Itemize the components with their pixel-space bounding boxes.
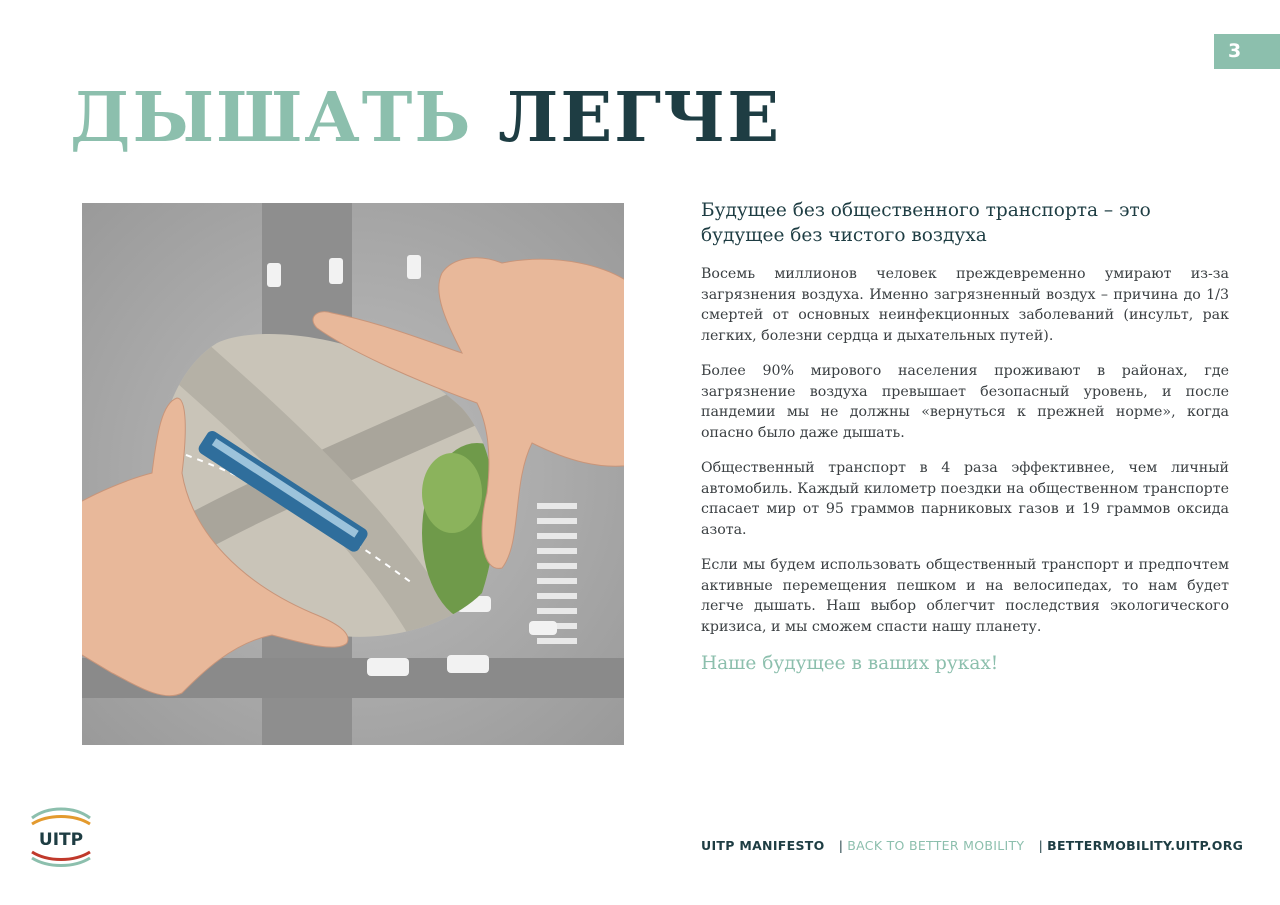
title-part-2: ЛЕГЧЕ <box>498 78 782 158</box>
page-number: 3 <box>1228 40 1242 62</box>
page-title <box>70 78 781 158</box>
footer-separator-2: | <box>1038 838 1044 853</box>
footer-manifesto: UITP MANIFESTO <box>701 838 825 853</box>
subtitle: Будущее без общественного транспорта – это будущее без чистого воздуха <box>701 200 1151 246</box>
page-number-badge <box>1214 34 1280 69</box>
footer <box>701 838 1243 853</box>
text-column <box>701 198 1229 676</box>
footer-website-link[interactable]: BETTERMOBILITY.UITP.ORG <box>1047 838 1244 853</box>
uitp-logo <box>28 804 94 870</box>
paragraph-1: Восемь миллионов человек преждевременно умирают из-за загрязнения воздуха. Именно загрязненный воздух – причина до 1/3 смертей от основных неинфекционных заболеваний (инсульт, рак легких, болезни сердца и дыхательных путей). <box>701 266 1229 344</box>
logo-text: UITP <box>38 830 84 850</box>
hands-framing-tram-street-photo <box>82 203 624 745</box>
title-part-1: ДЫШАТЬ <box>70 78 473 158</box>
footer-back-to-better-mobility: BACK TO BETTER MOBILITY <box>847 838 1025 853</box>
paragraph-4: Если мы будем использовать общественный транспорт и предпочтем активные перемещения пешком и на велосипедах, то нам будет легче дышать. Наш выбор облегчит последствия экологического кризиса, и мы сможем спасти нашу планету. <box>701 557 1229 635</box>
footer-separator-1: | <box>838 838 844 853</box>
paragraph-2: Более 90% мирового населения проживают в районах, где загрязнение воздуха превышает безопасный уровень, и после пандемии мы не должны «вернуться к прежней норме», когда опасно было даже дышать. <box>701 363 1229 441</box>
closing-statement: Наше будущее в ваших руках! <box>701 653 999 674</box>
paragraph-3: Общественный транспорт в 4 раза эффективнее, чем личный автомобиль. Каждый километр поездки на общественном транспорте спасает мир от 95 граммов парниковых газов и 19 граммов оксида азота. <box>701 460 1229 538</box>
